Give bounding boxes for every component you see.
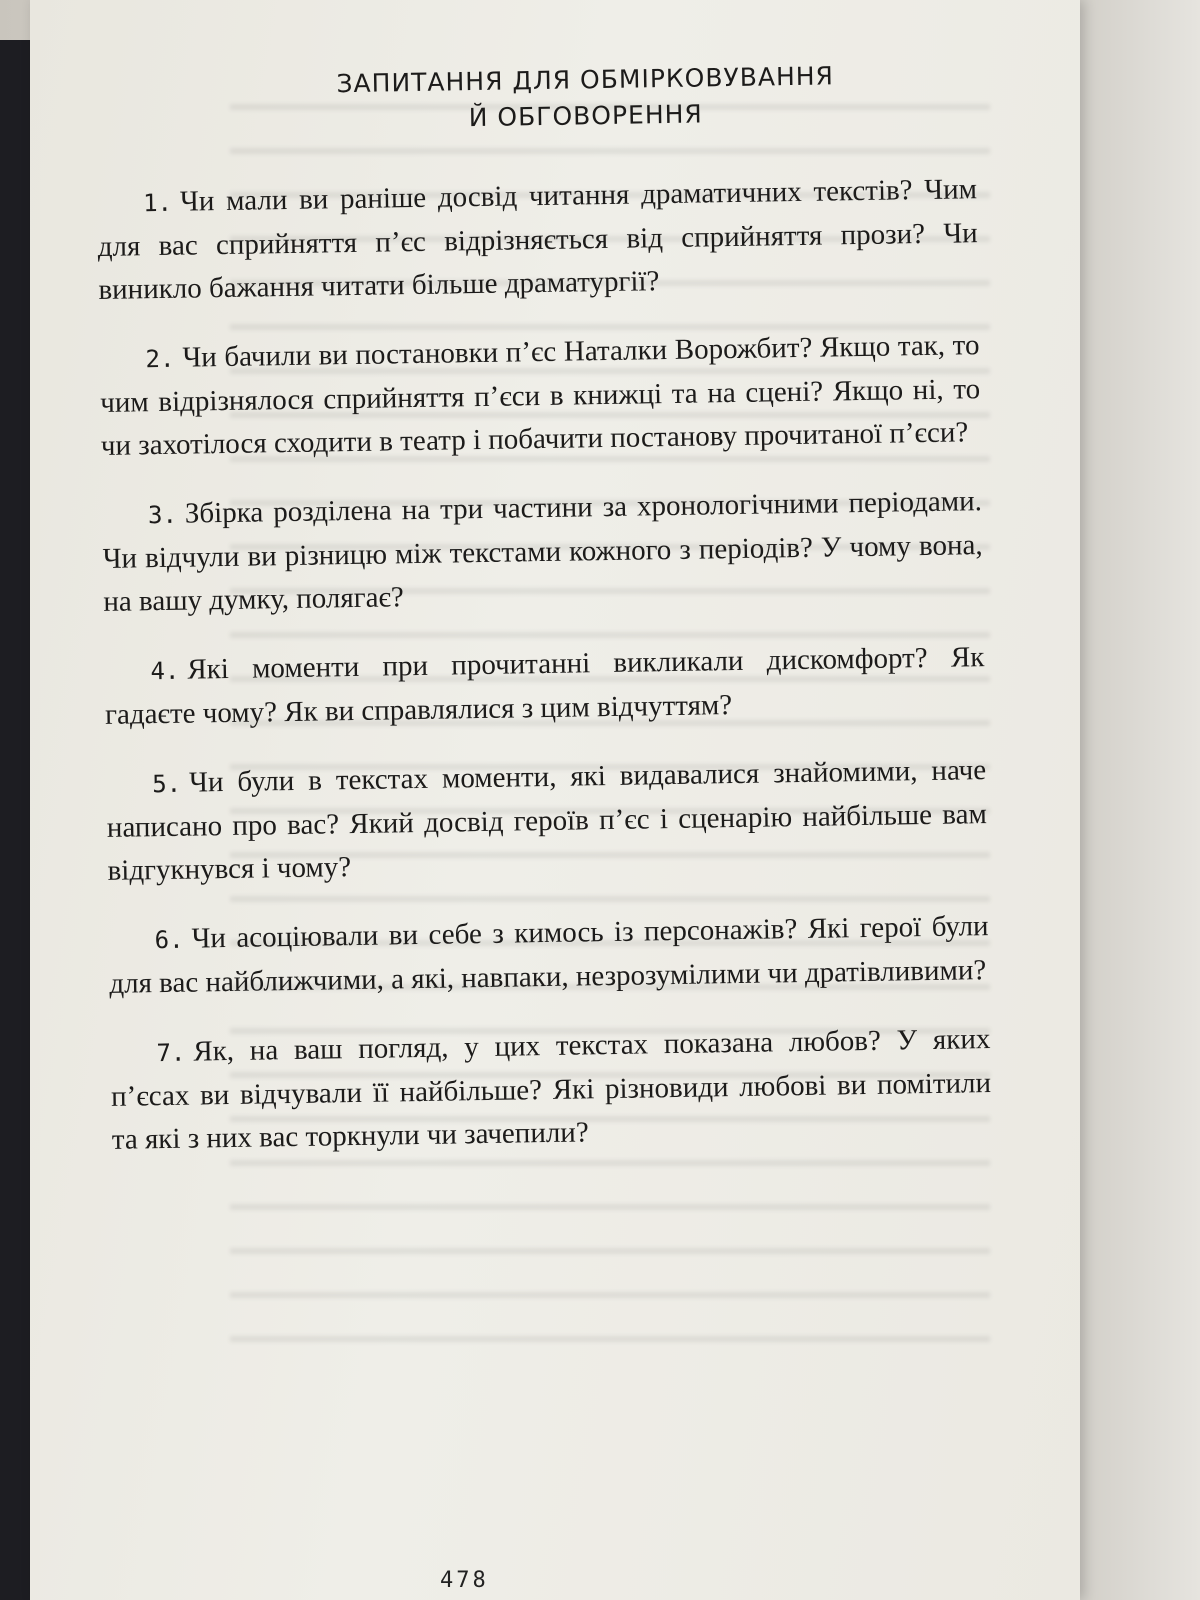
question-item (106, 749, 988, 893)
question-number: 2. (145, 344, 175, 374)
title-line-2: Й ОБГОВОРЕННЯ (468, 99, 704, 133)
question-text: Чи були в текстах моменти, які видавалися знайомими, наче написано про вас? Який досвід героїв п’єс і сценарію найбільше вам відгукнувся і чому? (106, 754, 988, 887)
book-page (30, 0, 1080, 1600)
question-item (110, 1018, 992, 1162)
question-item (104, 636, 985, 737)
question-text: Які моменти при прочитанні викликали дискомфорт? Як гадаєте чому? Як ви справлялися з цим відчуттям? (104, 641, 985, 731)
question-number: 4. (150, 656, 180, 686)
page-content (95, 56, 992, 1188)
title-line-1: ЗАПИТАННЯ ДЛЯ ОБМІРКОВУВАННЯ (336, 61, 835, 99)
question-list (97, 168, 992, 1162)
question-text: Чи бачили ви постановки п’єс Наталки Ворожбит? Якщо так, то чим відрізнялося сприйняття п’єси в книжці та на сцені? Якщо ні, то чи захотілося сходити в театр і побачити постанову прочитаної п’єси? (99, 329, 981, 462)
question-text: Чи мали ви раніше досвід читання драматичних текстів? Чим для вас сприйняття п’єс відрізняється від сприйняття прози? Чи виникло бажання читати більше драматургії? (97, 173, 978, 306)
question-number: 7. (156, 1038, 186, 1068)
question-text: Збірка розділена на три частини за хронологічними періодами. Чи відчули ви різницю між текстами кожного з періодів? У чому вона, на вашу думку, полягає? (102, 485, 983, 618)
next-page-edge (1060, 0, 1200, 1600)
question-number: 5. (152, 769, 182, 799)
question-number: 6. (154, 925, 184, 955)
question-text: Чи асоціювали ви себе з кимось із персонажів? Які герої були для вас найближчими, а які, навпаки, незрозумілими чи дратівливими? (109, 910, 989, 1000)
question-item (97, 168, 979, 312)
question-item (108, 905, 989, 1006)
question-item (99, 324, 981, 468)
question-number: 3. (147, 500, 178, 530)
question-item (102, 480, 984, 624)
question-number: 1. (142, 188, 173, 218)
section-title (95, 56, 976, 142)
page-number: 478 (440, 1568, 489, 1593)
question-text: Як, на ваш погляд, у цих текстах показана любов? У яких п’єсах ви відчували її найбільше? Які різновиди любові ви помітили та які з них вас торкнули чи зачепили? (110, 1023, 992, 1156)
